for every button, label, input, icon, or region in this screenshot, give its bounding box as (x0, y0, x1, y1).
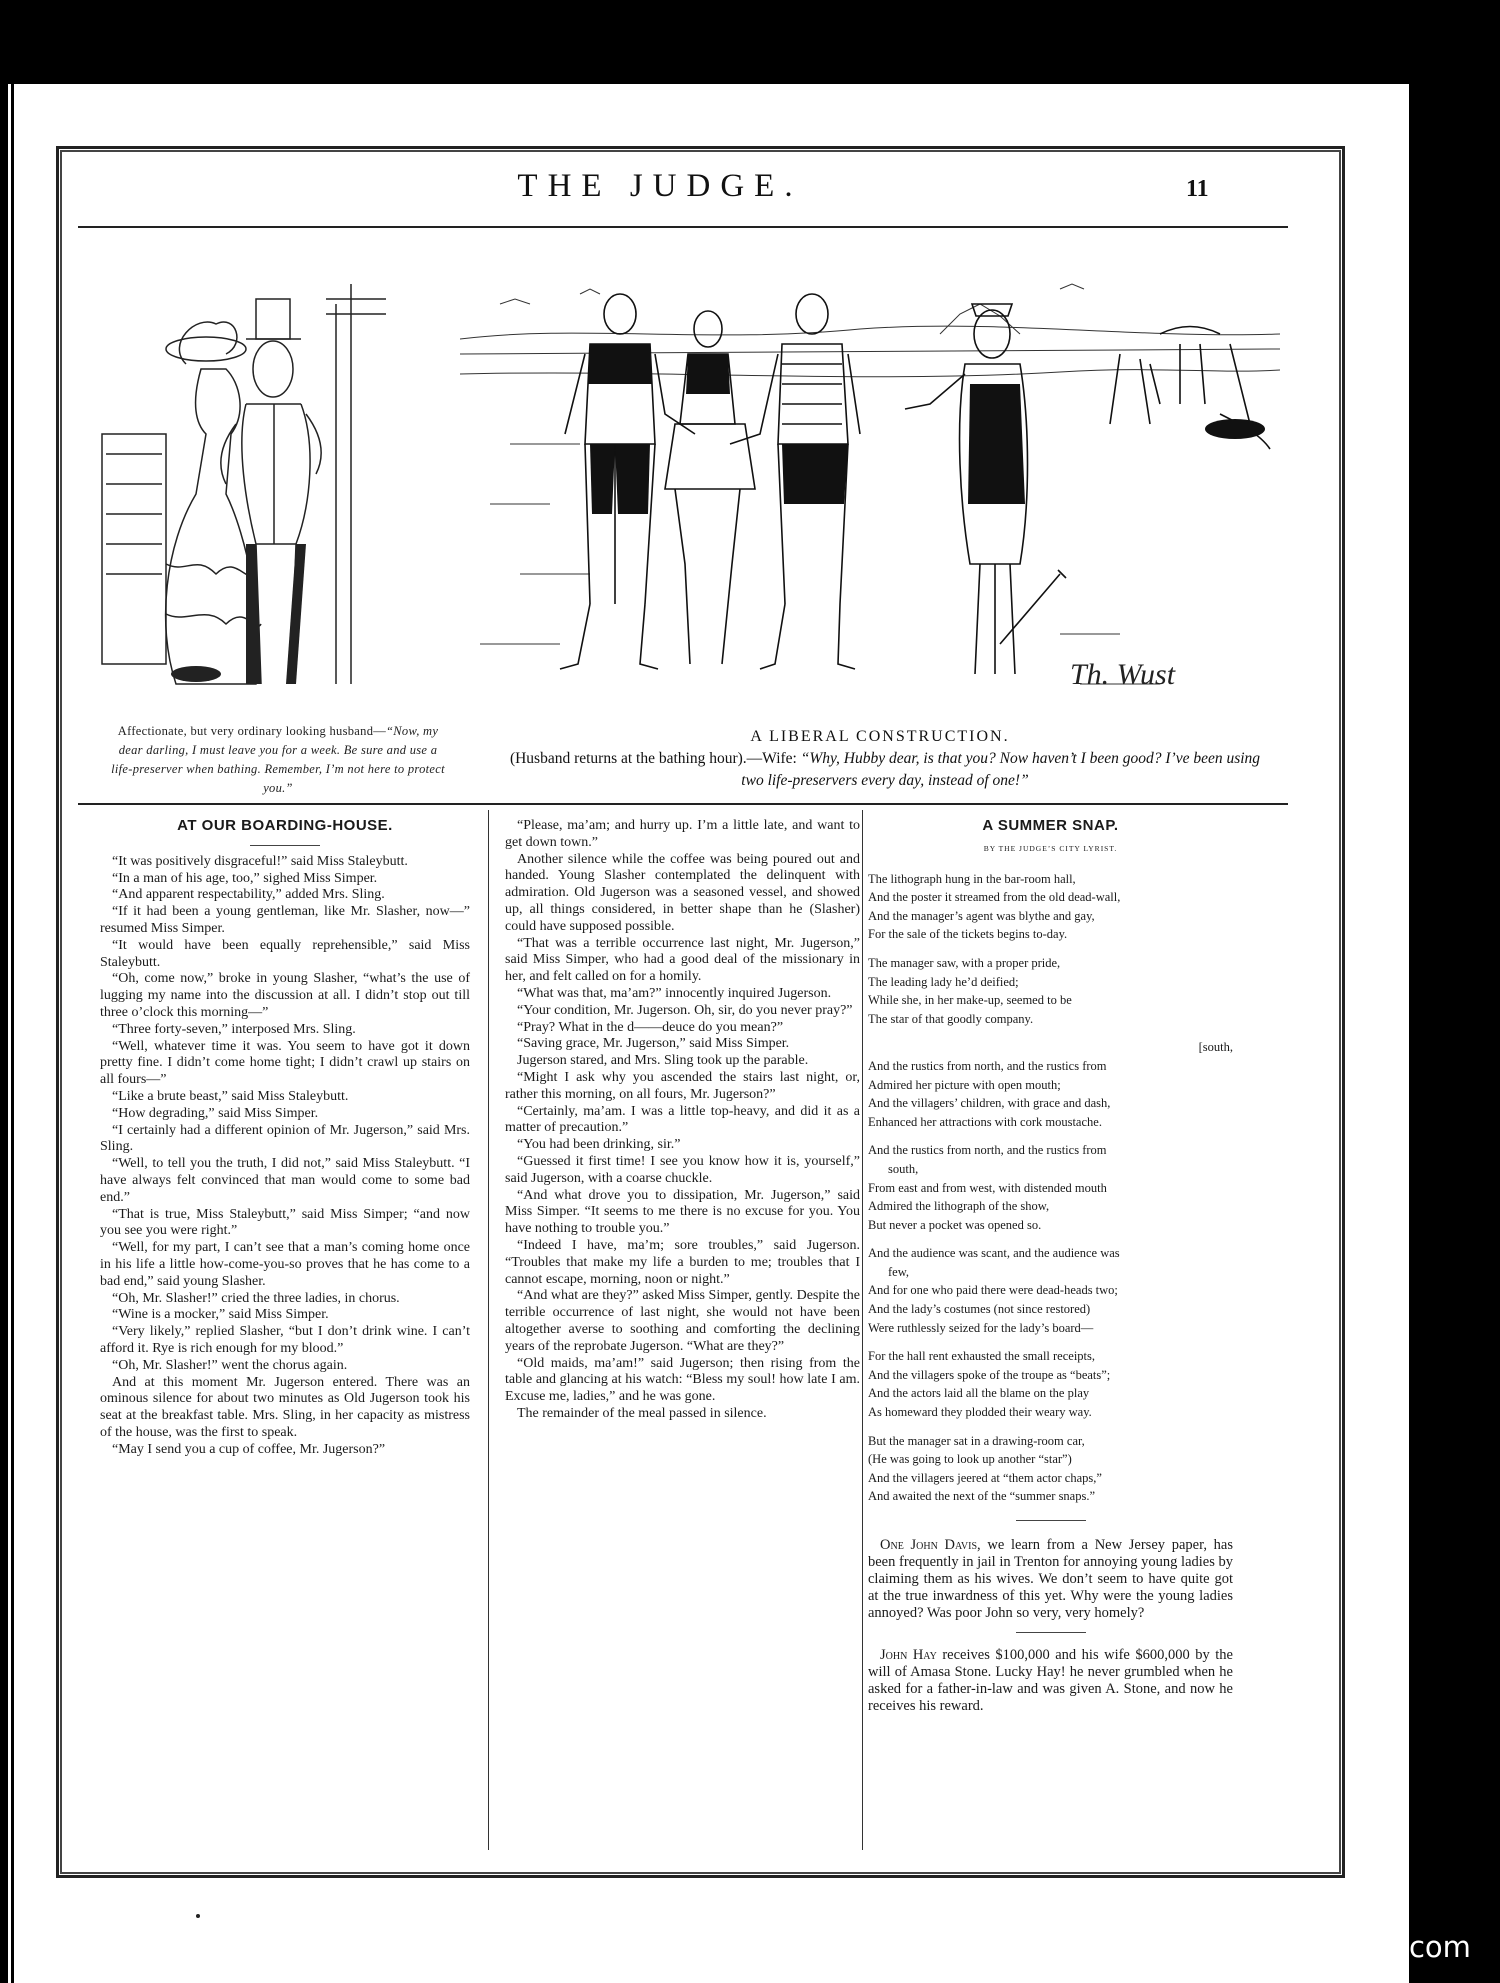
poem-line: And awaited the next of the “summer snaps.” (868, 1489, 1096, 1504)
binding-edge (8, 84, 11, 1983)
paragraph: “Well, for my part, I can’t see that a man’s coming home once in his life a little how-come-you-so proves that he has come to a bad end,” said young Slasher. (100, 1240, 470, 1289)
news-item (868, 1537, 1233, 1622)
paragraph: “Certainly, ma’am. I was a little top-heavy, and did it as a matter of precaution.” (505, 1103, 860, 1136)
paragraph: “Your condition, Mr. Jugerson. Oh, sir, do you never pray?” (517, 1002, 853, 1018)
poem-line: And the actors laid all the blame on the play (868, 1386, 1090, 1401)
poem-line: And the villagers jeered at “them actor chaps,” (868, 1470, 1102, 1485)
stanza (868, 870, 1233, 944)
paragraph: “What was that, ma’am?” innocently inquired Jugerson. (517, 985, 832, 1001)
couple-farewell-illustration (96, 244, 390, 710)
poem-end-rule (1016, 1520, 1086, 1521)
summer-snap-byline: BY THE JUDGE’S CITY LYRIST. (983, 843, 1118, 853)
paragraph: “It would have been equally reprehensible,” said Miss Staleybutt. (100, 937, 470, 970)
poem-line: And for one who paid there were dead-heads two; (868, 1283, 1118, 1298)
paragraph: “Indeed I have, ma’m; sore troubles,” said Jugerson. “Troubles that make my life a burden to me; troubles that I cannot escape, morning, noon or night.” (505, 1237, 860, 1287)
paragraph: “Oh, Mr. Slasher!” went the chorus again. (112, 1357, 348, 1373)
poem-line: And the rustics from north, and the rustics from (868, 1058, 1107, 1073)
boarding-house-column (100, 818, 470, 1458)
paragraph: “Guessed it first time! I see you know how it is, yourself,” said Jugerson, with a coarse chuckle. (505, 1153, 860, 1186)
poem-line: And the villagers’ children, with grace and dash, (868, 1096, 1111, 1111)
masthead-rule (78, 226, 1288, 228)
paragraph: “Like a brute beast,” said Miss Staleybutt. (112, 1088, 349, 1104)
boarding-house-continued-column (505, 818, 860, 1423)
poem-line: The lithograph hung in the bar-room hall, (868, 871, 1076, 886)
paragraph: “And what drove you to dissipation, Mr. Jugerson,” said Miss Simper. “It seems to me there is no excuse for you. You have nothing to trouble you.” (505, 1187, 860, 1237)
poem-line: Admired the lithograph of the show, (868, 1199, 1050, 1214)
news-item-lead: One John Davis, (880, 1537, 981, 1553)
column-divider-1 (488, 810, 489, 1850)
news-item (868, 1647, 1233, 1715)
news-item-text: receives $100,000 and his wife $600,000 by the will of Amasa Stone. Lucky Hay! he never grumbled when he asked for a father-in-law and was given A. Stone, and now he receives his reward. (868, 1647, 1233, 1714)
paragraph: “In a man of his age, too,” sighed Miss Simper. (112, 870, 378, 886)
cartoon-caption-lead: (Husband returns at the bathing hour).—Wife: (509, 750, 801, 767)
paragraph: “Three forty-seven,” interposed Mrs. Sling. (112, 1021, 356, 1037)
poem-line: And the poster it streamed from the old dead-wall, (868, 890, 1121, 905)
poem-line: The leading lady he’d deified; (868, 974, 1019, 989)
poem-line: [south, (1198, 1040, 1233, 1055)
poem-line: The star of that goodly company. (868, 1011, 1034, 1026)
paragraph: “Please, ma’am; and hurry up. I’m a little late, and want to get down town.” (505, 818, 860, 850)
left-caption-lead: Affectionate, but very ordinary looking husband— (117, 724, 387, 738)
site-watermark: comicbooks.com (1228, 1930, 1471, 1964)
paragraph: “Very likely,” replied Slasher, “but I don’t drink wine. I can’t afford it. Rye is rich enough for my blood.” (100, 1324, 470, 1356)
poem-line: While she, in her make-up, seemed to be (868, 993, 1072, 1008)
stanza (868, 1141, 1233, 1234)
left-cartoon-caption (108, 722, 448, 798)
poem-line: And the audience was scant, and the audience was (868, 1246, 1120, 1261)
poem-line: And the lady’s costumes (not since restored) (868, 1302, 1091, 1317)
paragraph: “It was positively disgraceful!” said Miss Staleybutt. (112, 853, 408, 869)
poem-line: Enhanced her attractions with cork moustache. (868, 1114, 1102, 1129)
paragraph: “Well, whatever time it was. You seem to have got it down pretty fine. I didn’t come home tight; I didn’t crawl up stairs on all fours—” (100, 1038, 470, 1088)
paragraph: “You had been drinking, sir.” (517, 1137, 681, 1153)
poem-line: But never a pocket was opened so. (868, 1217, 1042, 1232)
poem-line: Were ruthlessly seized for the lady’s board— (868, 1320, 1094, 1335)
cartoon-caption (500, 748, 1270, 792)
paragraph: “How degrading,” said Miss Simper. (112, 1105, 319, 1121)
summer-snap-heading: A SUMMER SNAP. (982, 817, 1119, 834)
left-caption-quote: “Now, my dear darling, I must leave you for a week. Be sure and use a life-preserver when bathing. Remember, I’m not here to protect you.” (111, 724, 445, 795)
poem-line: (He was going to look up another “star”) (868, 1452, 1072, 1467)
print-speck (196, 1914, 200, 1918)
paragraph: Another silence while the coffee was being poured out and handed. Young Slasher contemplated the delinquent with admiration. Old Jugerson was a seasoned vessel, and showed up, all things considered, in better shape than he (Slasher) could have supposed possible. (505, 851, 860, 934)
beach-bathers-illustration (460, 244, 1280, 706)
boarding-house-text (100, 854, 470, 1459)
poem-line: From east and from west, with distended mouth (868, 1180, 1107, 1195)
paragraph: “And apparent respectability,” added Mrs. Sling. (112, 887, 385, 903)
poem-line: As homeward they plodded their weary way. (868, 1405, 1092, 1420)
summer-snap-poem (868, 870, 1233, 1506)
poem-line: The manager saw, with a proper pride, (868, 955, 1061, 970)
paragraph: “Oh, come now,” broke in young Slasher, “what’s the use of lugging my name into the discussion at all. I didn’t stop out till three o’clock this morning—” (100, 971, 470, 1020)
paragraph: “That was a terrible occurrence last night, Mr. Jugerson,” said Miss Simper, who had a good deal of the missionary in her, and felt called on for a homily. (505, 935, 860, 985)
poem-line: For the sale of the tickets begins to-day. (868, 927, 1068, 942)
page-number: 11 (1186, 176, 1209, 202)
paragraph: “Pray? What in the d——deuce do you mean?” (517, 1019, 784, 1035)
poem-line: south, (888, 1161, 919, 1176)
paragraph: “Wine is a mocker,” said Miss Simper. (112, 1307, 329, 1323)
paragraph: Jugerson stared, and Mrs. Sling took up the parable. (517, 1053, 809, 1069)
poem-line: But the manager sat in a drawing-room car, (868, 1433, 1085, 1448)
stanza (868, 954, 1233, 1028)
paragraph: “And what are they?” asked Miss Simper, gently. Despite the terrible occurrence of last night, she would not have been altogether averse to soothing and comforting the declining years of the reprobate Jugerson. “What are they?” (505, 1288, 860, 1354)
news-item-text: we learn from a New Jersey paper, has been frequently in jail in Trenton for annoying young ladies by claiming them as his wives. We don’t seem to have quite got at the true inwardness of this yet. Why were the young ladies annoyed? Was poor John so very, very homely? (868, 1537, 1233, 1621)
paragraph: “I certainly had a different opinion of Mr. Jugerson,” said Mrs. Sling. (100, 1122, 470, 1155)
paragraph: “That is true, Miss Staleybutt,” said Miss Simper; “and now you see you were right.” (100, 1206, 470, 1239)
cartoon-title: A LIBERAL CONSTRUCTION. (750, 728, 1010, 745)
section-rule (78, 803, 1288, 805)
poem-line: Admired her picture with open mouth; (868, 1077, 1061, 1092)
news-items (868, 1537, 1233, 1715)
paragraph: The remainder of the meal passed in silence. (517, 1405, 767, 1421)
poem-line: And the villagers spoke of the troupe as “beats”; (868, 1367, 1111, 1382)
summer-snap-column (868, 818, 1233, 1715)
boarding-house-heading: AT OUR BOARDING-HOUSE. (177, 817, 393, 834)
paragraph: “If it had been a young gentleman, like Mr. Slasher, now—” resumed Miss Simper. (100, 904, 470, 936)
column-divider-2 (862, 810, 863, 1850)
cartoon-caption-quote: “Why, Hubby dear, is that you? Now haven’t I been good? I’ve been using two life-preservers every day, instead of one!” (741, 750, 1261, 789)
stanza (868, 1347, 1233, 1421)
news-item-lead: John Hay (880, 1647, 937, 1663)
stanza (868, 1244, 1233, 1337)
poem-line: And the manager’s agent was blythe and gay, (868, 908, 1095, 923)
boarding-house-continued-text (505, 818, 860, 1423)
paragraph: “Might I ask why you ascended the stairs last night, or, rather this morning, on all fours, Mr. Jugerson?” (505, 1069, 860, 1102)
masthead-title: THE JUDGE. (517, 168, 803, 204)
paragraph: “Oh, Mr. Slasher!” cried the three ladies, in chorus. (112, 1290, 400, 1306)
artist-signature: Th. Wust (1070, 658, 1176, 691)
paragraph: “May I send you a cup of coffee, Mr. Jugerson?” (112, 1441, 386, 1457)
poem-line: few, (888, 1264, 910, 1279)
paragraph: And at this moment Mr. Jugerson entered. There was an ominous silence for about two minutes as Old Jugerson took his seat at the breakfast table. Mrs. Sling, in her capacity as mistress of the house, was the first to speak. (100, 1374, 470, 1440)
poem-line: For the hall rent exhausted the small receipts, (868, 1349, 1096, 1364)
item-divider (1016, 1632, 1086, 1633)
paragraph: “Saving grace, Mr. Jugerson,” said Miss Simper. (517, 1036, 790, 1052)
stanza (868, 1038, 1233, 1131)
paragraph: “Old maids, ma’am!” said Jugerson; then rising from the table and glancing at his watch: “Bless my soul! how late I am. Excuse me, ladies,” and he was gone. (505, 1355, 860, 1405)
poem-line: And the rustics from north, and the rustics from (868, 1143, 1107, 1158)
stanza (868, 1432, 1233, 1506)
heading-rule (250, 845, 320, 846)
binding-shadow (0, 84, 14, 1983)
paragraph: “Well, to tell you the truth, I did not,” said Miss Staleybutt. “I have always felt convinced that man would come to some bad end.” (100, 1156, 470, 1205)
